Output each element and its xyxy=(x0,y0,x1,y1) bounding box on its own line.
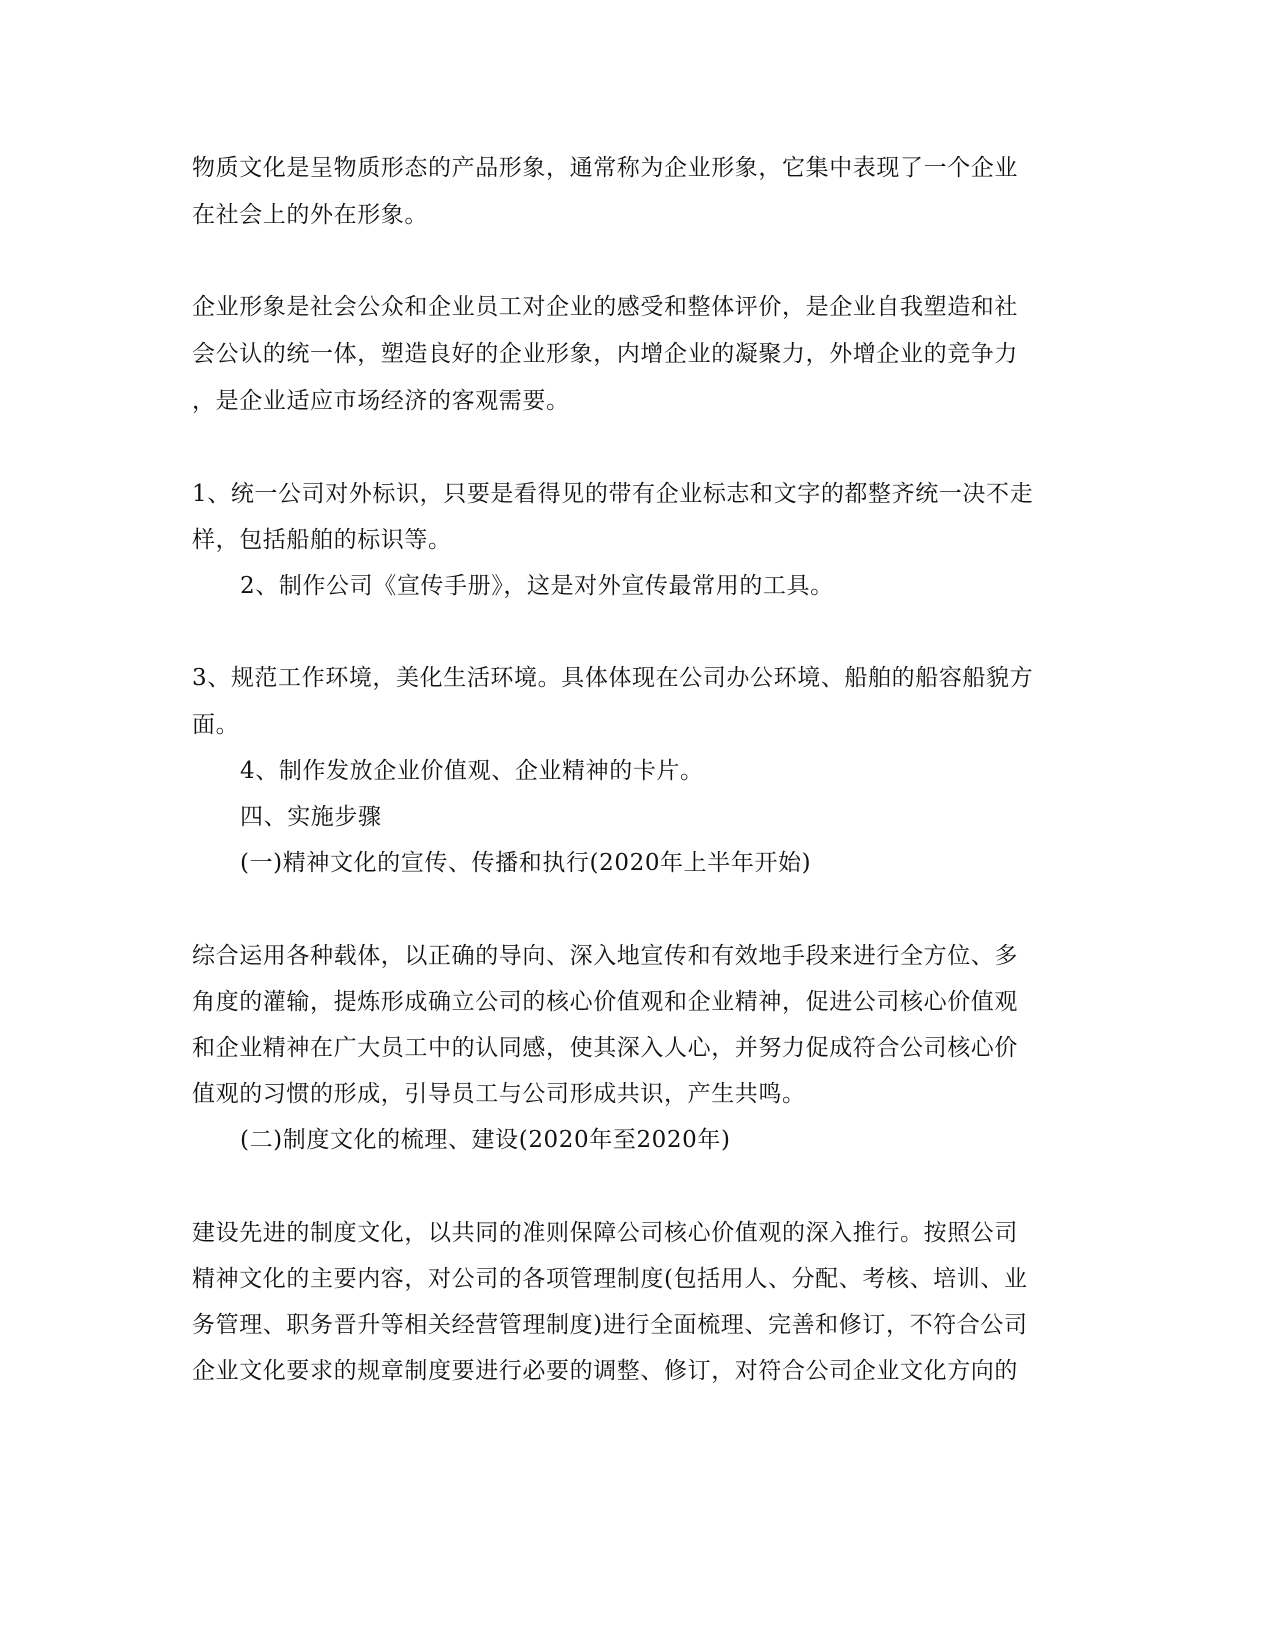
list-item-line: 样，包括船舶的标识等。 xyxy=(192,527,452,553)
paragraph-line: 综合运用各种载体，以正确的导向、深入地宣传和有效地手段来进行全方位、多 xyxy=(192,943,1018,969)
paragraph-line: ，是企业适应市场经济的客观需要。 xyxy=(192,388,570,414)
list-item-line: 4、制作发放企业价值观、企业精神的卡片。 xyxy=(240,758,704,784)
paragraph-line: 务管理、职务晋升等相关经营管理制度)进行全面梳理、完善和修订，不符合公司 xyxy=(192,1312,1028,1338)
paragraph-line: 角度的灌输，提炼形成确立公司的核心价值观和企业精神，促进公司核心价值观 xyxy=(192,989,1018,1015)
paragraph-line: 和企业精神在广大员工中的认同感，使其深入人心，并努力促成符合公司核心价 xyxy=(192,1035,1018,1061)
subsection-heading: (二)制度文化的梳理、建设(2020年至2020年) xyxy=(240,1127,731,1153)
paragraph-line: 物质文化是呈物质形态的产品形象，通常称为企业形象，它集中表现了一个企业 xyxy=(192,155,1018,181)
list-item-line: 3、规范工作环境，美化生活环境。具体体现在公司办公环境、船舶的船容船貌方 xyxy=(192,665,1034,691)
paragraph-line: 建设先进的制度文化，以共同的准则保障公司核心价值观的深入推行。按照公司 xyxy=(192,1220,1018,1246)
paragraph-line: 会公认的统一体，塑造良好的企业形象，内增企业的凝聚力，外增企业的竞争力 xyxy=(192,341,1018,367)
subsection-heading: (一)精神文化的宣传、传播和执行(2020年上半年开始) xyxy=(240,850,812,876)
paragraph-line: 在社会上的外在形象。 xyxy=(192,202,428,228)
list-item-line: 面。 xyxy=(192,712,240,738)
list-item-line: 1、统一公司对外标识，只要是看得见的带有企业标志和文字的都整齐统一决不走 xyxy=(192,481,1034,507)
list-item-line: 2、制作公司《宣传手册》，这是对外宣传最常用的工具。 xyxy=(240,573,834,599)
paragraph-line: 企业文化要求的规章制度要进行必要的调整、修订，对符合公司企业文化方向的 xyxy=(192,1358,1018,1384)
section-heading: 四、实施步骤 xyxy=(240,804,382,830)
paragraph-line: 企业形象是社会公众和企业员工对企业的感受和整体评价，是企业自我塑造和社 xyxy=(192,294,1018,320)
paragraph-line: 精神文化的主要内容，对公司的各项管理制度(包括用人、分配、考核、培训、业 xyxy=(192,1266,1028,1292)
paragraph-line: 值观的习惯的形成，引导员工与公司形成共识，产生共鸣。 xyxy=(192,1081,806,1107)
